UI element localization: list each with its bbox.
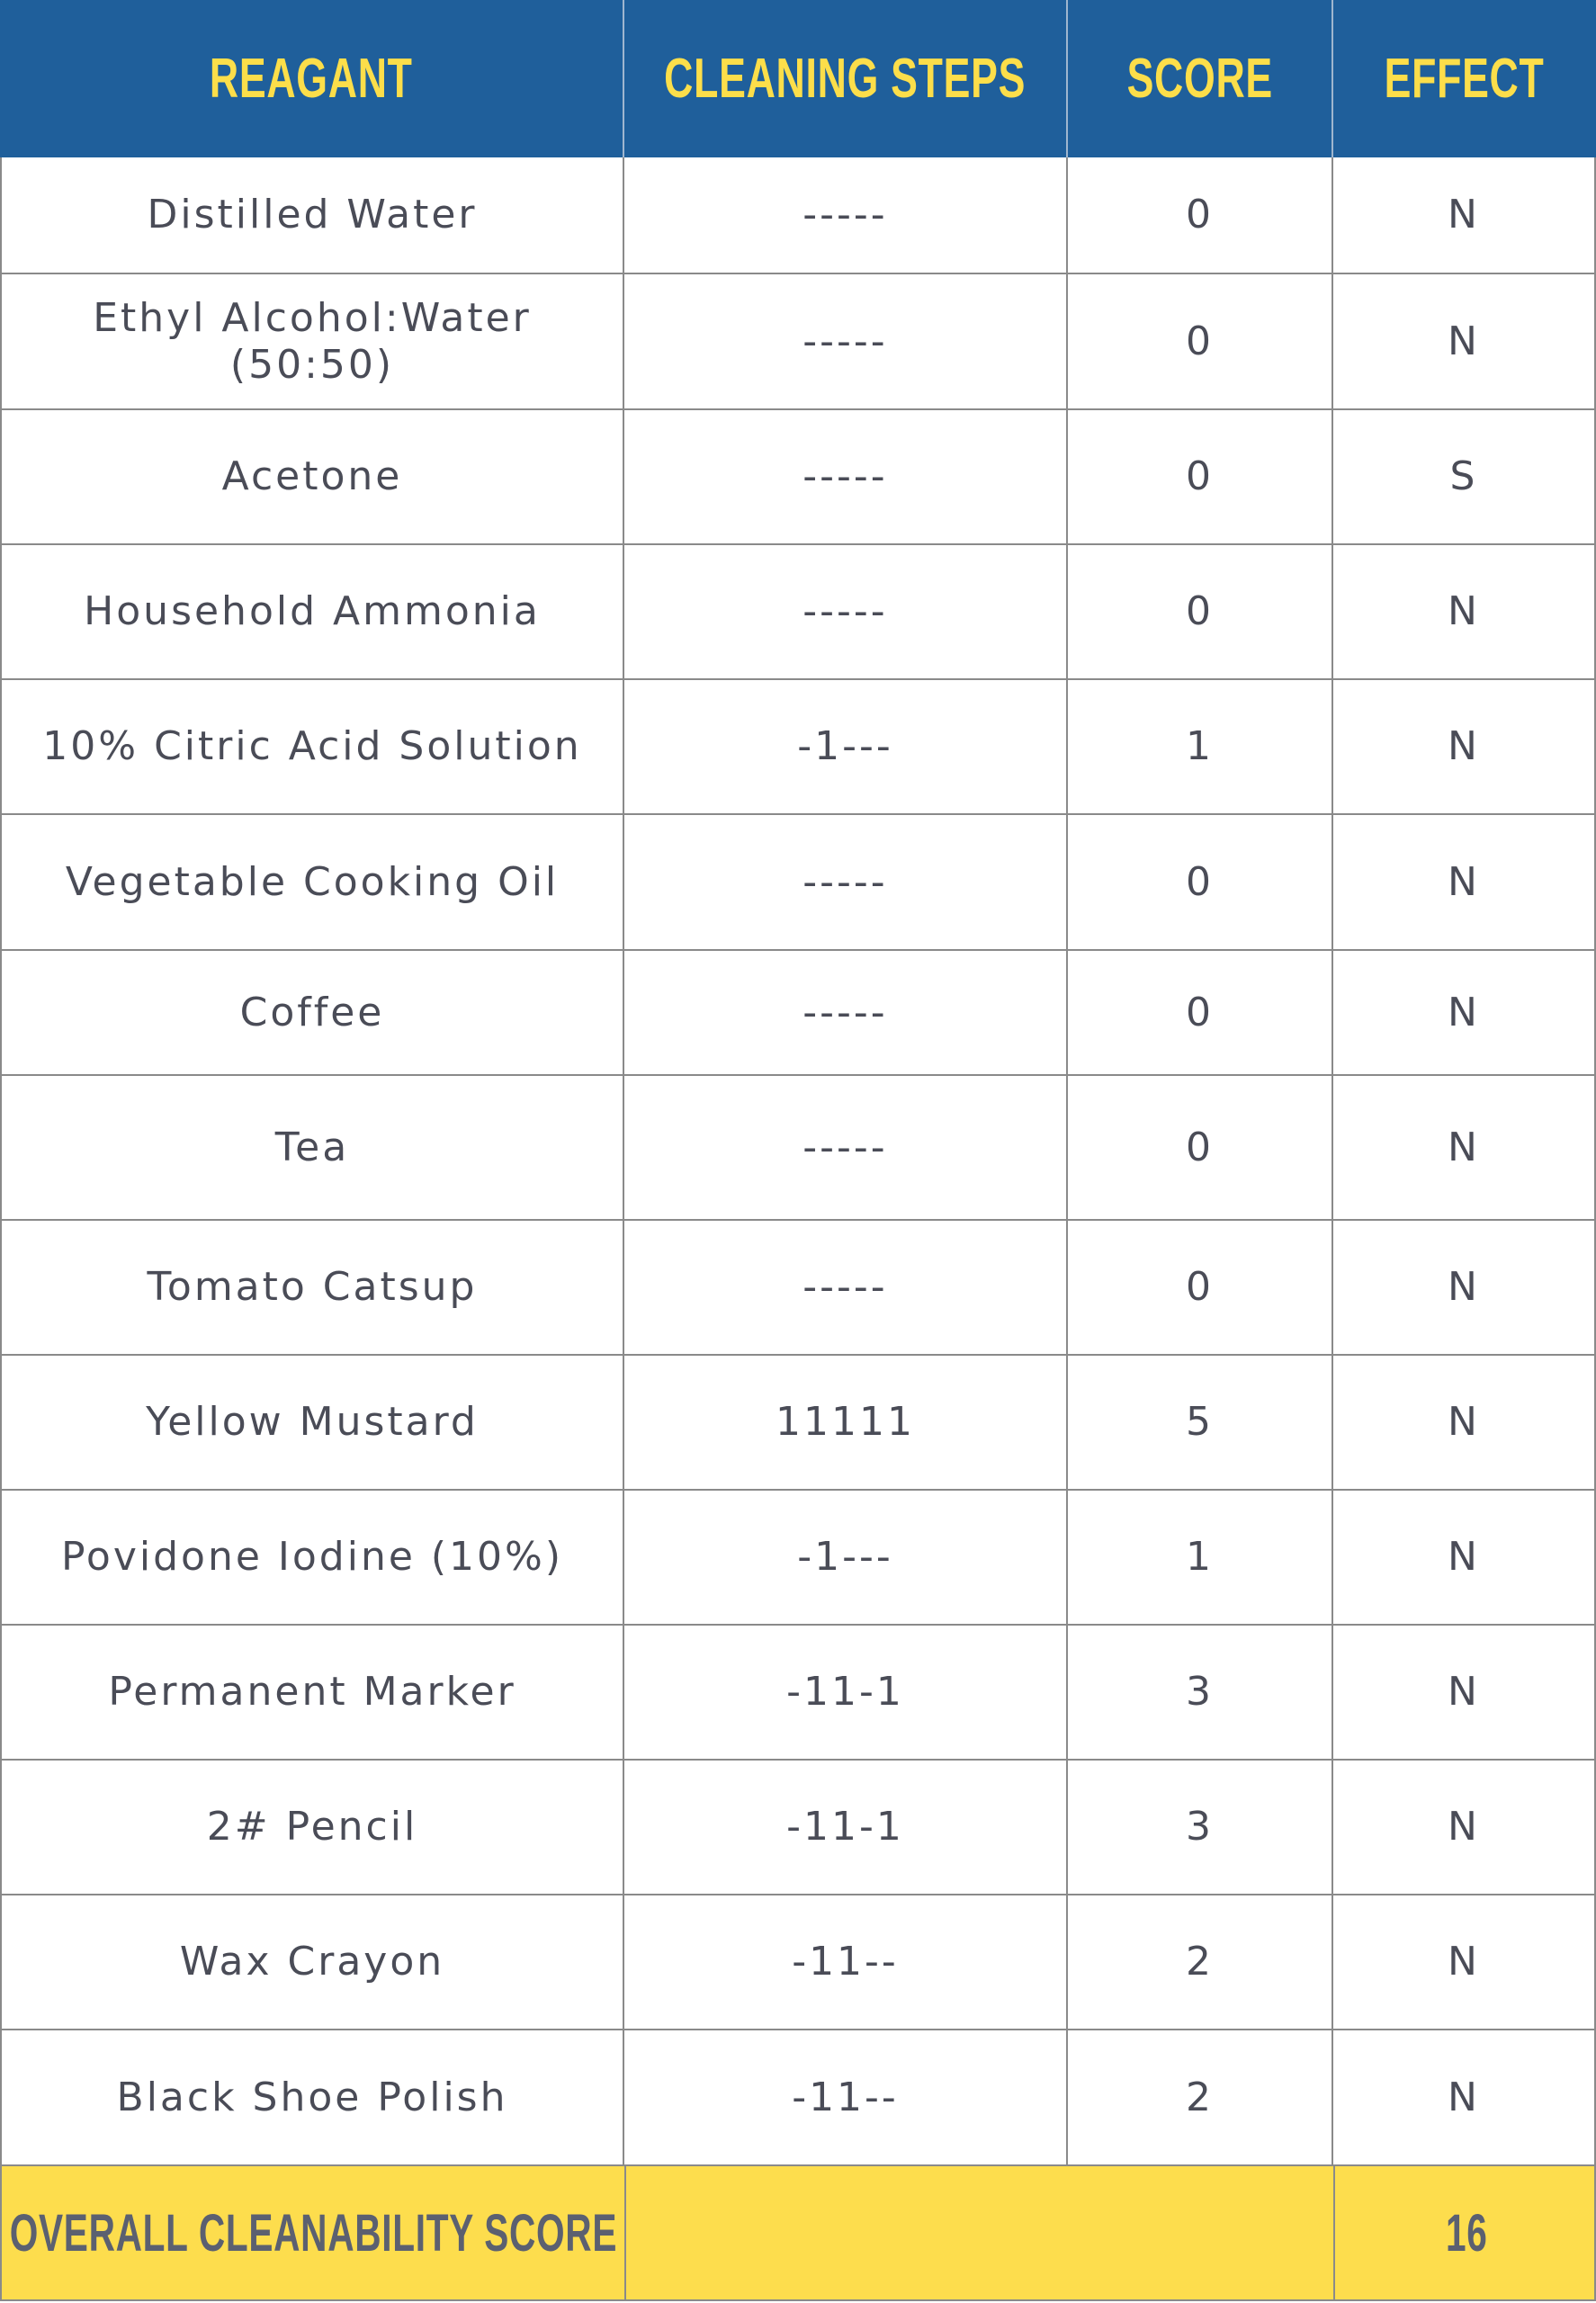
cleaning-steps-cell: ----- — [624, 815, 1068, 949]
reagent-cell: Coffee — [2, 951, 624, 1074]
cleaning-steps-cell: ----- — [624, 410, 1068, 543]
score-cell: 0 — [1068, 1221, 1333, 1354]
score-cell: 0 — [1068, 951, 1333, 1074]
score-cell: 0 — [1068, 1076, 1333, 1219]
score-cell: 3 — [1068, 1626, 1333, 1759]
reagent-cell: Black Shoe Polish — [2, 2030, 624, 2164]
score-cell: 0 — [1068, 410, 1333, 543]
effect-cell: N — [1448, 1264, 1480, 1310]
table-row — [2, 1491, 1594, 1626]
effect-cell: N — [1448, 1399, 1480, 1445]
table-row — [2, 1761, 1594, 1895]
score-cell: 3 — [1068, 1761, 1333, 1894]
cleaning-steps-cell: -11-- — [624, 1895, 1068, 2029]
effect-cell: N — [1448, 1804, 1480, 1850]
reagent-cell: Yellow Mustard — [2, 1356, 624, 1489]
overall-score-label: OVERALL CLEANABILITY SCORE — [9, 2203, 617, 2263]
reagent-cell: Tomato Catsup — [2, 1221, 624, 1354]
reagent-cell: Vegetable Cooking Oil — [2, 815, 624, 949]
cleaning-steps-cell: -1--- — [624, 680, 1068, 813]
cleaning-steps-cell: -1--- — [624, 1491, 1068, 1624]
reagent-cell: 2# Pencil — [2, 1761, 624, 1894]
effect-cell: N — [1448, 2074, 1480, 2120]
reagent-cell: Ethyl Alcohol:Water (50:50) — [2, 274, 624, 408]
footer-empty-cell — [626, 2166, 1335, 2299]
header-cleaning-steps-label: CLEANING STEPS — [664, 48, 1027, 110]
table-row — [2, 680, 1594, 815]
table-row — [2, 951, 1594, 1076]
cleaning-steps-cell: -11-- — [624, 2030, 1068, 2164]
overall-score-value: 16 — [1445, 2203, 1488, 2263]
reagent-cell: Acetone — [2, 410, 624, 543]
table-row — [2, 1076, 1594, 1221]
reagent-cell: 10% Citric Acid Solution — [2, 680, 624, 813]
score-cell: 0 — [1068, 157, 1333, 273]
score-cell: 2 — [1068, 2030, 1333, 2164]
cleaning-steps-cell: 11111 — [624, 1356, 1068, 1489]
score-cell: 5 — [1068, 1356, 1333, 1489]
table-row — [2, 1626, 1594, 1761]
effect-cell: N — [1448, 318, 1480, 364]
table-body — [0, 157, 1596, 2166]
footer-total-cell — [1335, 2166, 1596, 2299]
score-cell: 1 — [1068, 680, 1333, 813]
reagent-cell: Permanent Marker — [2, 1626, 624, 1759]
score-cell: 0 — [1068, 274, 1333, 408]
table-row — [2, 1221, 1594, 1356]
header-reagent-label: REAGANT — [210, 48, 413, 110]
effect-cell: N — [1448, 723, 1480, 769]
table-row — [2, 1895, 1594, 2030]
effect-cell: N — [1448, 1669, 1480, 1715]
score-cell: 2 — [1068, 1895, 1333, 2029]
table-row — [2, 545, 1594, 680]
effect-cell: N — [1448, 192, 1480, 237]
score-cell: 1 — [1068, 1491, 1333, 1624]
reagent-cell: Wax Crayon — [2, 1895, 624, 2029]
header-cell-effect — [1333, 0, 1596, 157]
table-row — [2, 157, 1594, 274]
effect-cell: N — [1448, 989, 1480, 1035]
cleaning-steps-cell: ----- — [624, 1076, 1068, 1219]
cleaning-steps-cell: ----- — [624, 157, 1068, 273]
reagent-cell: Tea — [2, 1076, 624, 1219]
score-cell: 0 — [1068, 545, 1333, 678]
cleaning-steps-cell: ----- — [624, 274, 1068, 408]
header-score-label: SCORE — [1126, 48, 1273, 110]
cleaning-steps-cell: ----- — [624, 545, 1068, 678]
reagent-cell: Povidone Iodine (10%) — [2, 1491, 624, 1624]
effect-cell: N — [1448, 1124, 1480, 1170]
table-footer — [0, 2166, 1596, 2301]
table-row — [2, 815, 1594, 951]
footer-label-cell — [2, 2166, 626, 2299]
table-row — [2, 274, 1594, 410]
effect-cell: N — [1448, 1939, 1480, 1985]
header-cell-cleaning-steps — [624, 0, 1068, 157]
effect-cell: N — [1448, 588, 1480, 634]
reagent-cell: Household Ammonia — [2, 545, 624, 678]
effect-cell: N — [1448, 858, 1480, 905]
table-header — [0, 0, 1596, 157]
cleaning-steps-cell: -11-1 — [624, 1626, 1068, 1759]
header-cell-score — [1068, 0, 1333, 157]
effect-cell: S — [1449, 453, 1478, 499]
effect-cell: N — [1448, 1534, 1480, 1580]
header-cell-reagent — [0, 0, 624, 157]
cleaning-steps-cell: -11-1 — [624, 1761, 1068, 1894]
cleaning-steps-cell: ----- — [624, 951, 1068, 1074]
score-cell: 0 — [1068, 815, 1333, 949]
header-effect-label: EFFECT — [1385, 48, 1545, 110]
table-row — [2, 2030, 1594, 2166]
reagent-cell: Distilled Water — [2, 157, 624, 273]
table-row — [2, 1356, 1594, 1491]
table-row — [2, 410, 1594, 545]
cleaning-steps-cell: ----- — [624, 1221, 1068, 1354]
